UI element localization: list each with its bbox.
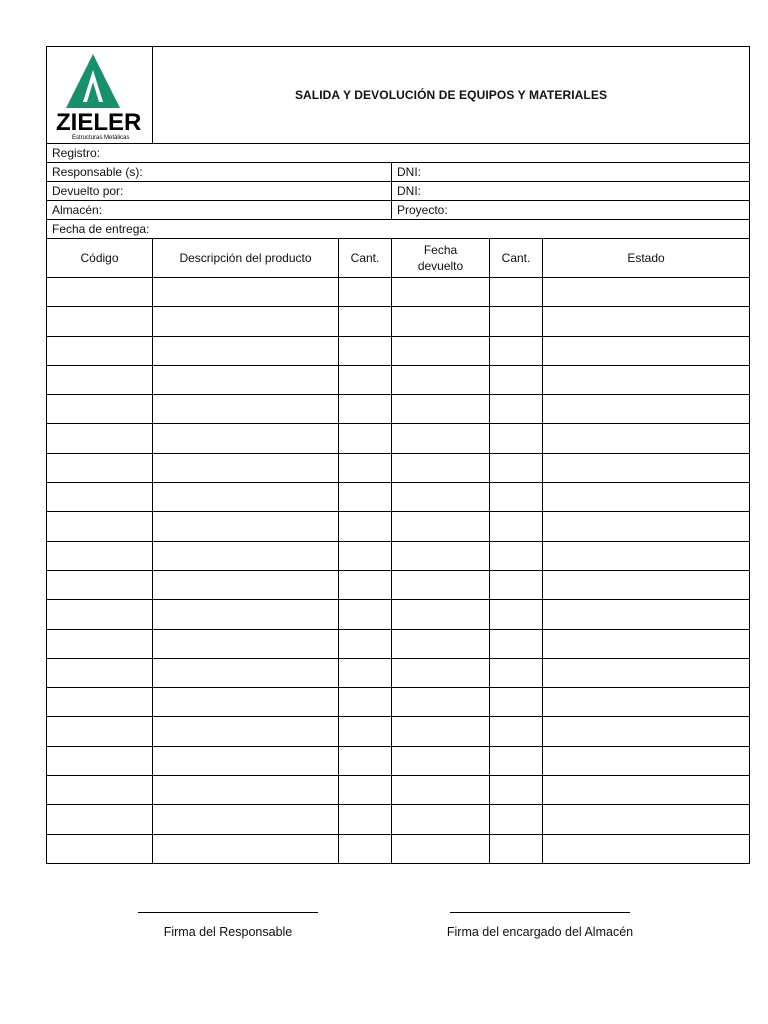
logo-cell bbox=[47, 47, 153, 144]
table-cell[interactable] bbox=[543, 336, 750, 365]
table-cell[interactable] bbox=[153, 570, 339, 599]
table-cell[interactable] bbox=[490, 424, 543, 453]
devuelto-por-field: Devuelto por: bbox=[47, 182, 392, 201]
table-cell[interactable] bbox=[47, 395, 153, 424]
table-cell[interactable] bbox=[392, 541, 490, 570]
table-cell[interactable] bbox=[153, 365, 339, 394]
table-cell[interactable] bbox=[47, 541, 153, 570]
table-cell[interactable] bbox=[153, 483, 339, 512]
table-cell[interactable] bbox=[543, 424, 750, 453]
table-row bbox=[47, 600, 750, 629]
table-cell[interactable] bbox=[543, 600, 750, 629]
form-table bbox=[46, 46, 750, 864]
table-cell[interactable] bbox=[490, 278, 543, 307]
table-cell[interactable] bbox=[392, 453, 490, 482]
table-cell[interactable] bbox=[47, 307, 153, 336]
table-cell[interactable] bbox=[392, 512, 490, 541]
signature-label-responsable: Firma del Responsable bbox=[163, 925, 293, 939]
table-cell[interactable] bbox=[543, 541, 750, 570]
table-cell[interactable] bbox=[490, 395, 543, 424]
table-cell[interactable] bbox=[490, 483, 543, 512]
table-cell[interactable] bbox=[339, 834, 392, 863]
table-cell[interactable] bbox=[339, 717, 392, 746]
table-cell[interactable] bbox=[392, 365, 490, 394]
table-cell[interactable] bbox=[339, 365, 392, 394]
col-header-fecha-line2: devuelto bbox=[417, 259, 464, 273]
registro-field: Registro: bbox=[47, 144, 750, 163]
table-cell[interactable] bbox=[392, 600, 490, 629]
table-cell[interactable] bbox=[490, 600, 543, 629]
table-cell[interactable] bbox=[543, 805, 750, 834]
table-row bbox=[47, 629, 750, 658]
table-cell[interactable] bbox=[47, 365, 153, 394]
table-cell[interactable] bbox=[153, 629, 339, 658]
responsable-field: Responsable (s): bbox=[47, 163, 392, 182]
table-cell[interactable] bbox=[339, 541, 392, 570]
table-cell[interactable] bbox=[47, 688, 153, 717]
table-cell[interactable] bbox=[543, 453, 750, 482]
table-cell[interactable] bbox=[153, 688, 339, 717]
table-cell[interactable] bbox=[543, 307, 750, 336]
signature-label-almacen: Firma del encargado del Almacén bbox=[446, 925, 634, 939]
table-cell[interactable] bbox=[543, 278, 750, 307]
table-cell[interactable] bbox=[153, 512, 339, 541]
table-row bbox=[47, 776, 750, 805]
table-cell[interactable] bbox=[543, 395, 750, 424]
table-cell[interactable] bbox=[47, 717, 153, 746]
table-cell[interactable] bbox=[543, 512, 750, 541]
table-cell[interactable] bbox=[339, 483, 392, 512]
table-cell[interactable] bbox=[490, 717, 543, 746]
table-cell[interactable] bbox=[153, 278, 339, 307]
table-cell[interactable] bbox=[543, 629, 750, 658]
table-cell[interactable] bbox=[490, 512, 543, 541]
table-cell[interactable] bbox=[490, 365, 543, 394]
signature-line bbox=[138, 900, 318, 913]
table-cell[interactable] bbox=[339, 424, 392, 453]
table-cell[interactable] bbox=[543, 688, 750, 717]
table-cell[interactable] bbox=[47, 512, 153, 541]
table-cell[interactable] bbox=[339, 512, 392, 541]
table-cell[interactable] bbox=[153, 424, 339, 453]
table-cell[interactable] bbox=[490, 336, 543, 365]
table-cell[interactable] bbox=[339, 805, 392, 834]
table-cell[interactable] bbox=[543, 483, 750, 512]
col-header-cant: Cant. bbox=[339, 239, 392, 278]
table-cell[interactable] bbox=[490, 746, 543, 775]
table-cell[interactable] bbox=[392, 658, 490, 687]
table-row bbox=[47, 307, 750, 336]
table-cell[interactable] bbox=[392, 629, 490, 658]
table-cell[interactable] bbox=[47, 600, 153, 629]
table-cell[interactable] bbox=[392, 483, 490, 512]
table-row bbox=[47, 805, 750, 834]
table-cell[interactable] bbox=[339, 307, 392, 336]
table-cell[interactable] bbox=[543, 717, 750, 746]
table-cell[interactable] bbox=[392, 776, 490, 805]
table-cell[interactable] bbox=[339, 658, 392, 687]
col-header-estado: Estado bbox=[543, 239, 750, 278]
table-cell[interactable] bbox=[153, 776, 339, 805]
table-cell[interactable] bbox=[339, 688, 392, 717]
table-cell[interactable] bbox=[543, 834, 750, 863]
table-row bbox=[47, 717, 750, 746]
table-cell[interactable] bbox=[339, 629, 392, 658]
table-row bbox=[47, 395, 750, 424]
table-cell[interactable] bbox=[153, 600, 339, 629]
table-cell[interactable] bbox=[153, 834, 339, 863]
table-cell[interactable] bbox=[490, 688, 543, 717]
table-cell[interactable] bbox=[47, 629, 153, 658]
table-cell[interactable] bbox=[392, 307, 490, 336]
table-cell[interactable] bbox=[543, 776, 750, 805]
dni-field-devuelto: DNI: bbox=[392, 182, 750, 201]
table-cell[interactable] bbox=[339, 395, 392, 424]
table-cell[interactable] bbox=[490, 453, 543, 482]
dni-field-responsable: DNI: bbox=[392, 163, 750, 182]
table-cell[interactable] bbox=[153, 395, 339, 424]
table-cell[interactable] bbox=[392, 336, 490, 365]
table-row bbox=[47, 512, 750, 541]
table-row bbox=[47, 688, 750, 717]
table-cell[interactable] bbox=[392, 570, 490, 599]
col-header-fecha-line1: Fecha bbox=[423, 243, 458, 257]
table-cell[interactable] bbox=[543, 658, 750, 687]
table-row bbox=[47, 658, 750, 687]
table-cell[interactable] bbox=[339, 278, 392, 307]
table-cell[interactable] bbox=[47, 278, 153, 307]
col-header-cant-devuelto: Cant. bbox=[490, 239, 543, 278]
table-cell[interactable] bbox=[47, 658, 153, 687]
logo-subtitle: Estructuras Metálicas bbox=[71, 134, 129, 140]
signature-responsable bbox=[108, 900, 348, 939]
table-cell[interactable] bbox=[153, 307, 339, 336]
table-cell[interactable] bbox=[392, 278, 490, 307]
table-cell[interactable] bbox=[339, 570, 392, 599]
table-cell[interactable] bbox=[490, 629, 543, 658]
table-cell[interactable] bbox=[392, 717, 490, 746]
table-cell[interactable] bbox=[47, 834, 153, 863]
table-cell[interactable] bbox=[153, 658, 339, 687]
table-cell[interactable] bbox=[339, 336, 392, 365]
table-cell[interactable] bbox=[47, 746, 153, 775]
table-row bbox=[47, 453, 750, 482]
table-cell[interactable] bbox=[543, 746, 750, 775]
data-rows bbox=[47, 278, 750, 864]
table-cell[interactable] bbox=[392, 805, 490, 834]
table-cell[interactable] bbox=[339, 746, 392, 775]
table-cell[interactable] bbox=[153, 336, 339, 365]
table-cell[interactable] bbox=[153, 746, 339, 775]
table-cell[interactable] bbox=[392, 834, 490, 863]
table-row bbox=[47, 570, 750, 599]
table-cell[interactable] bbox=[490, 307, 543, 336]
logo-wordmark: ZIELER bbox=[55, 108, 141, 136]
table-cell[interactable] bbox=[392, 395, 490, 424]
table-row bbox=[47, 424, 750, 453]
table-cell[interactable] bbox=[47, 336, 153, 365]
almacen-field: Almacén: bbox=[47, 201, 392, 220]
table-cell[interactable] bbox=[490, 658, 543, 687]
table-cell[interactable] bbox=[47, 570, 153, 599]
signature-line bbox=[450, 900, 630, 913]
table-cell[interactable] bbox=[339, 776, 392, 805]
table-row bbox=[47, 541, 750, 570]
table-cell[interactable] bbox=[543, 365, 750, 394]
table-cell[interactable] bbox=[339, 600, 392, 629]
signature-almacen bbox=[420, 900, 660, 939]
table-cell[interactable] bbox=[153, 805, 339, 834]
proyecto-field: Proyecto: bbox=[392, 201, 750, 220]
table-cell[interactable] bbox=[47, 424, 153, 453]
col-header-fecha-devuelto bbox=[392, 239, 490, 278]
table-cell[interactable] bbox=[392, 424, 490, 453]
col-header-codigo: Código bbox=[47, 239, 153, 278]
table-cell[interactable] bbox=[490, 541, 543, 570]
table-cell[interactable] bbox=[543, 570, 750, 599]
fecha-entrega-field: Fecha de entrega: bbox=[47, 220, 750, 239]
table-cell[interactable] bbox=[47, 483, 153, 512]
company-logo bbox=[54, 48, 146, 140]
table-cell[interactable] bbox=[392, 746, 490, 775]
table-cell[interactable] bbox=[153, 453, 339, 482]
column-header-row bbox=[47, 239, 750, 278]
table-cell[interactable] bbox=[392, 688, 490, 717]
table-cell[interactable] bbox=[153, 717, 339, 746]
table-cell[interactable] bbox=[490, 570, 543, 599]
table-cell[interactable] bbox=[47, 805, 153, 834]
table-row bbox=[47, 834, 750, 863]
table-row bbox=[47, 746, 750, 775]
table-cell[interactable] bbox=[339, 453, 392, 482]
table-cell[interactable] bbox=[153, 541, 339, 570]
table-cell[interactable] bbox=[490, 805, 543, 834]
table-row bbox=[47, 278, 750, 307]
table-row bbox=[47, 336, 750, 365]
table-cell[interactable] bbox=[490, 834, 543, 863]
table-cell[interactable] bbox=[490, 776, 543, 805]
table-cell[interactable] bbox=[47, 453, 153, 482]
table-cell[interactable] bbox=[47, 776, 153, 805]
form-title: SALIDA Y DEVOLUCIÓN DE EQUIPOS Y MATERIALES bbox=[153, 47, 750, 144]
col-header-descripcion: Descripción del producto bbox=[153, 239, 339, 278]
table-row bbox=[47, 365, 750, 394]
table-row bbox=[47, 483, 750, 512]
